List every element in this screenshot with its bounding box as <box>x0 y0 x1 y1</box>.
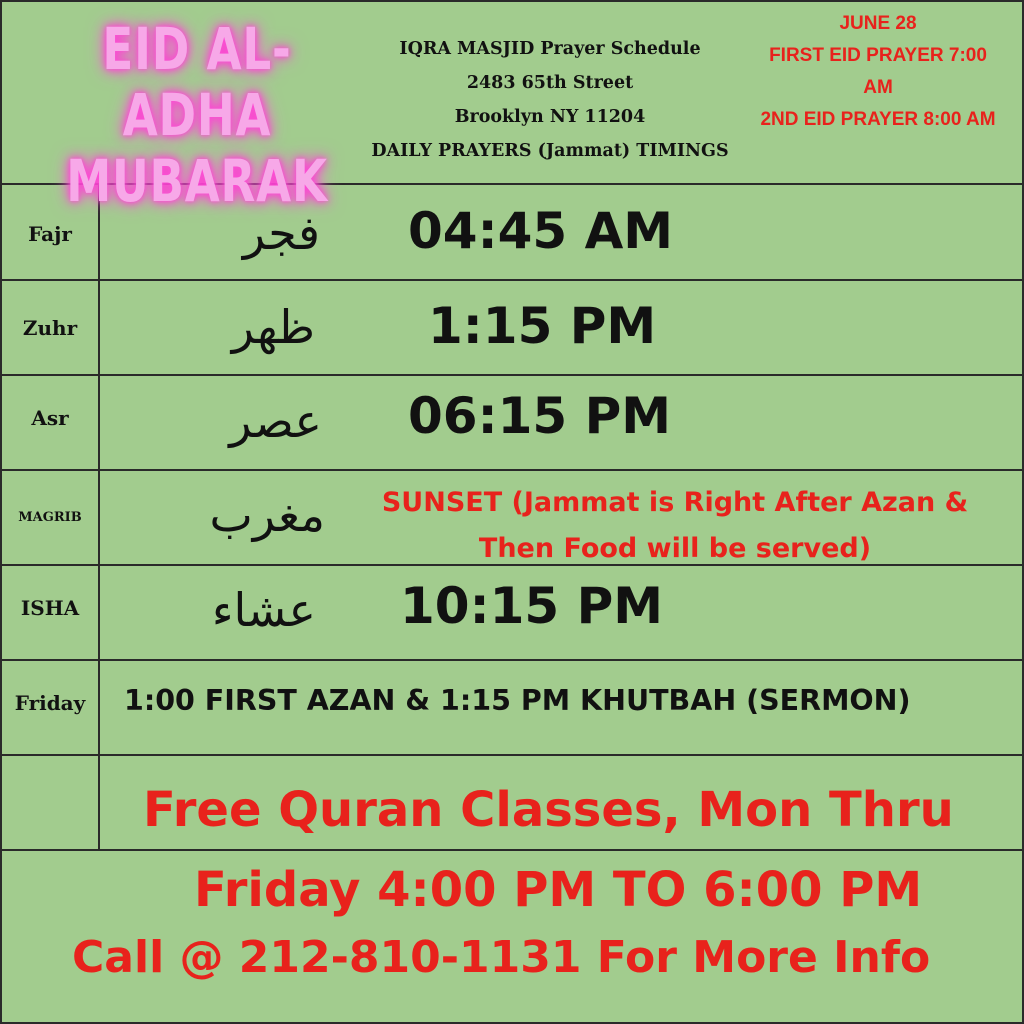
masjid-street: 2483 65th Street <box>466 73 634 93</box>
arabic-name-magrib: مغرب <box>209 488 325 542</box>
prayer-name-zuhr: Zuhr <box>22 316 78 340</box>
prayer-name-asr: Asr <box>31 406 69 430</box>
magrib-note <box>330 480 1020 572</box>
magrib-note-line2: Then Food will be served) <box>478 533 872 564</box>
second-eid-prayer: 2ND EID PRAYER 8:00 AM <box>760 109 996 130</box>
quran-classes-line2: Friday 4:00 PM TO 6:00 PM <box>194 862 923 918</box>
divider <box>0 469 1024 471</box>
eid-date: JUNE 28 <box>839 13 917 34</box>
eid-greeting <box>61 16 334 214</box>
arabic-name-isha: عشاء <box>211 583 316 637</box>
prayer-name-fajr: Fajr <box>28 222 72 246</box>
column-divider <box>98 183 100 851</box>
masjid-info <box>340 32 760 168</box>
prayer-name-magrib: MAGRIB <box>18 510 82 525</box>
masjid-name: IQRA MASJID Prayer Schedule <box>399 39 701 59</box>
divider <box>0 849 1024 851</box>
prayer-name-friday: Friday <box>14 691 86 715</box>
eid-prayer-info <box>738 8 1018 136</box>
masjid-city: Brooklyn NY 11204 <box>454 107 646 127</box>
arabic-name-asr: عصر <box>229 394 322 448</box>
first-eid-prayer: FIRST EID PRAYER 7:00 <box>769 45 987 66</box>
schedule-heading: DAILY PRAYERS (Jammat) TIMINGS <box>371 141 729 161</box>
prayer-time-fajr: 04:45 AM <box>408 202 674 260</box>
prayer-time-zuhr: 1:15 PM <box>428 297 657 355</box>
divider <box>0 279 1024 281</box>
first-eid-prayer-ampm: AM <box>863 77 893 98</box>
quran-classes-line1: Free Quran Classes, Mon Thru <box>143 782 954 838</box>
prayer-name-isha: ISHA <box>20 596 80 620</box>
arabic-name-fajr: فجر <box>242 206 320 260</box>
magrib-note-line1: SUNSET (Jammat is Right After Azan & <box>381 487 969 518</box>
prayer-time-asr: 06:15 PM <box>408 387 671 445</box>
eid-greeting-line2: MUBARAK <box>66 147 328 215</box>
eid-greeting-line1: EID AL-ADHA <box>102 15 292 149</box>
divider <box>0 754 1024 756</box>
prayer-time-isha: 10:15 PM <box>400 577 663 635</box>
arabic-name-zuhr: ظهر <box>231 300 315 354</box>
friday-schedule: 1:00 FIRST AZAN & 1:15 PM KHUTBAH (SERMON) <box>124 684 911 717</box>
divider <box>0 374 1024 376</box>
contact-info: Call @ 212-810-1131 For More Info <box>72 932 931 983</box>
divider <box>0 659 1024 661</box>
